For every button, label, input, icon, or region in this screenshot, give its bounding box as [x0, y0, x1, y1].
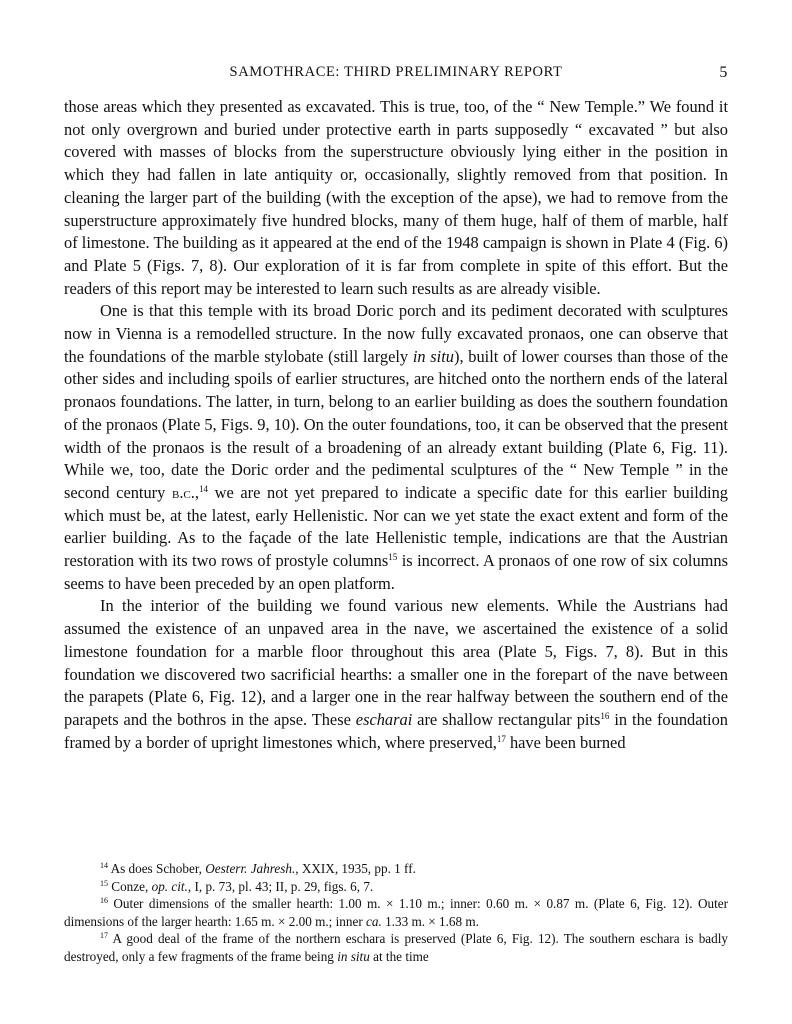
footnote-italic: ca. — [366, 913, 382, 929]
footnote-17 — [64, 930, 728, 965]
running-header — [64, 64, 728, 86]
paragraph-3-text-d: have been burned — [505, 732, 626, 752]
paragraph-2: One is that this temple with its broad Doric porch and its pediment decorated with sculptures now in Vienna is a remodelled structure. In the now fully excavated pronaos, one can observe that the foundations of the marble stylobate (still largely in situ), built of lower courses than those of the other sides and including spoils of earlier structures, are hitched onto the northern ends of the lateral pronaos foundations. The latter, in turn, belong to an earlier building as does the southern foundation of the pronaos (Plate 5, Figs. 9, 10). On the outer foundations, too, it can be observed that the present width of the pronaos is the result of a broadening of an already extant building (Plate 6, Fig. 11). While we, too, date the Doric order and the pedimental sculptures of the “ New Temple ” in the second century b.c.,$^{14}$ we are not yet prepared to indicate a specific date for this earlier building which must be, at the latest, early Hellenistic. Nor can we yet state the exact extent and form of the earlier building. As to the façade of the late Hellenistic temple, indications are that the Austrian restoration with its two rows of prostyle columns$^{15}$ is incorrect. A pronaos of one row of six columns seems to have been preceded by an open platform. — [64, 301, 728, 593]
footnote-ref-14: 14 — [198, 483, 208, 494]
footnote-number: 17 — [100, 931, 108, 941]
footnote-ref-16: 16 — [600, 710, 610, 721]
footnote-number: 15 — [100, 878, 108, 888]
running-title: SAMOTHRACE: THIRD PRELIMINARY REPORT — [229, 64, 563, 80]
footnote-text: 1.33 m. × 1.68 m. — [381, 913, 479, 929]
footnote-ref-15: 15 — [388, 552, 398, 563]
footnote-italic: Oesterr. Jahresh. — [205, 861, 296, 876]
paragraph-3-text-b: are shallow rectangular pits — [412, 709, 601, 729]
footnote-text: at the time — [369, 948, 429, 964]
paragraph-3-text-c: in the foundation framed by a border of upright limestones which, where preserved, — [64, 709, 728, 752]
paragraph-2-text-c: we are not yet prepared to indicate a specific date for this earlier building which must be, at the latest, early Hellenistic. Nor can we yet state the exact extent and form of the earlier building. As to the façade of the late Hellenistic temple, indications are that the Austrian restoration with its two rows of prostyle columns — [64, 482, 728, 571]
footnote-16 — [64, 895, 728, 930]
italic-escharai: escharai — [355, 709, 413, 729]
paragraph-2-text-d: is incorrect. A pronaos of one row of six columns seems to have been preceded by an open platform. — [64, 551, 728, 593]
footnote-text: , XXIX, 1935, pp. 1 ff. — [295, 861, 416, 876]
footnote-text: , I, p. 73, pl. 43; II, p. 29, figs. 6, 7. — [187, 878, 374, 894]
footnote-text: Conze, — [108, 878, 152, 894]
paragraph-2-text-b: ), built of lower courses than those of the other sides and including spoils of earlier structures, are hitched onto the northern ends of the lateral pronaos foundations. The latter, in turn, belong to an earlier building as does the southern foundation of the pronaos (Plate 5, Figs. 9, 10). On the outer foundations, too, it can be observed that the present width of the pronaos is the result of a broadening of an already extant building (Plate 6, Fig. 11). While we, too, date the Doric order and the pedimental sculptures of the “ New Temple ” in the second century — [64, 346, 728, 502]
footnote-ref-17: 17 — [496, 733, 506, 744]
paragraph-3 — [64, 595, 728, 754]
page-number: 5 — [719, 64, 728, 81]
footnote-number: 14 — [100, 861, 108, 870]
body-text — [64, 96, 728, 754]
paragraph-1-text: those areas which they presented as excavated. This is true, too, of the “ New Temple.” We found it not only overgrown and buried under protective earth in parts supposedly “ excavated ” but also covered with masses of blocks from the superstructure obviously lying either in the position in which they had fallen in late antiquity or, occasionally, slightly removed from that position. In cleaning the larger part of the building (with the exception of the apse), we had to remove from the superstructure approximately five hundred blocks, many of them huge, half of them of marble, half of limestone. The building as it appeared at the end of the 1948 campaign is shown in Plate 4 (Fig. 6) and Plate 5 (Figs. 7, 8). Our exploration of it is far from complete in spite of this effort. But the readers of this report may be interested to learn such results as are already visible. — [64, 97, 728, 298]
footnote-text: A good deal of the frame of the northern eschara is preserved (Plate 6, Fig. 12). The southern eschara is badly destroyed, only a few fragments of the frame being — [64, 931, 728, 964]
footnotes — [64, 860, 728, 966]
footnote-italic: in situ — [337, 948, 370, 964]
paragraph-3-text-a: In the interior of the building we found various new elements. While the Austrians had assumed the existence of an unpaved area in the nave, we ascertained the existence of a solid limestone foundation for a marble floor throughout this area (Plate 5, Figs. 7, 8). But in this foundation we discovered two sacrificial hearths: a smaller one in the forepart of the nave between the parapets (Plate 6, Fig. 12), and a larger one in the rear halfway between the southern end of the parapets and the bothros in the apse. These — [64, 596, 728, 729]
footnote-14 — [64, 860, 728, 878]
footnote-15 — [64, 878, 728, 896]
italic-in-situ: in situ — [412, 346, 454, 366]
paragraph-2-text-a: One is that this temple with its broad Doric porch and its pediment decorated with sculptures now in Vienna is a remodelled structure. In the now fully excavated pronaos, one can observe that the foundations of the marble stylobate (still largely — [64, 301, 728, 366]
footnote-italic: op. cit. — [151, 878, 188, 894]
footnote-number: 16 — [100, 896, 108, 906]
paragraph-1 — [64, 96, 728, 300]
footnote-text: Outer dimensions of the smaller hearth: 1.00 m. × 1.10 m.; inner: 0.60 m. × 0.87 m. (Plate 6, Fig. 12). Outer dimensions of the larger hearth: 1.65 m. × 2.00 m.; inner — [64, 896, 728, 929]
footnote-text: As does Schober, — [108, 861, 206, 876]
small-caps-bc: b.c. — [171, 482, 195, 502]
